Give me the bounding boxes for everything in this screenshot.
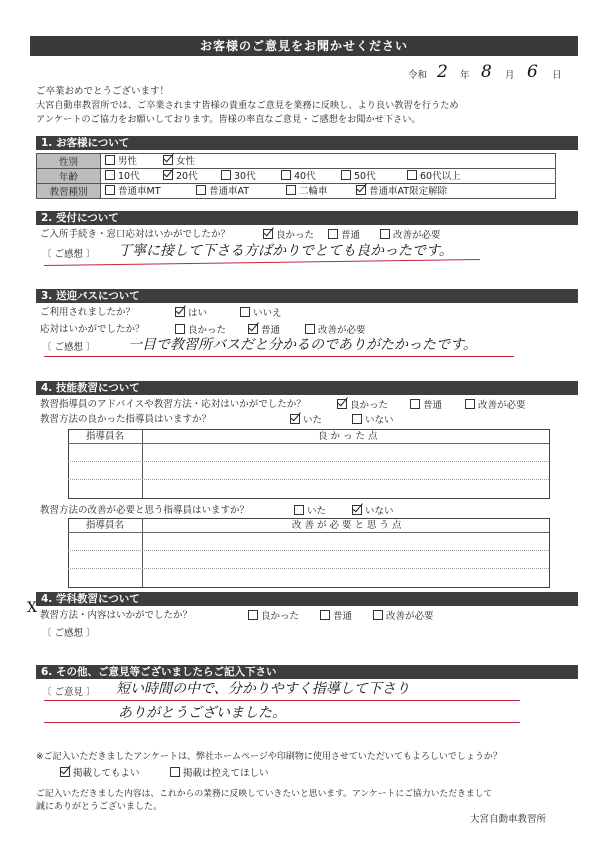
date-year: 2 — [437, 62, 448, 82]
shuttle-use-yes-option[interactable]: はい — [175, 307, 207, 319]
reception-comment-label: 〔 ご感想 〕 — [42, 249, 96, 260]
section-other-header: 6. その他、ご意見等ございましたらご記入下さい — [36, 665, 578, 679]
course-type-label: 教習種別 — [37, 184, 101, 199]
good-table-row-line — [68, 443, 549, 444]
reception-comment-underline — [44, 259, 480, 266]
type-mt-option[interactable]: 普通車MT — [105, 185, 161, 197]
reception-question: ご入所手続き・窓口応対はいかがでしたか？ — [40, 229, 231, 240]
reception-comment-text[interactable]: 丁寧に接して下さる方ばかりでとても良かったです。 — [118, 243, 453, 259]
shuttle-use-no-checkbox[interactable] — [240, 307, 250, 317]
shuttle-comment-text[interactable]: 一目で教習所バスだと分かるのでありがたかったです。 — [128, 337, 477, 353]
consent-deny-checkbox[interactable] — [170, 767, 180, 777]
age-60plus-option[interactable]: 60代以上 — [407, 170, 461, 182]
consent-allow-checkbox[interactable] — [60, 767, 70, 777]
age-label: 年齢 — [37, 169, 101, 184]
improve-table-row-line — [68, 532, 549, 533]
reception-improve-option[interactable]: 改善が必要 — [380, 229, 441, 241]
academic-crossed-mark: X — [27, 600, 37, 616]
age-30s-option[interactable]: 30代 — [221, 170, 256, 182]
reception-good-option[interactable]: 良かった — [263, 229, 314, 241]
skills-good-checkbox[interactable] — [337, 399, 347, 409]
date-day-unit: 日 — [552, 70, 562, 81]
shuttle-improve-option[interactable]: 改善が必要 — [305, 324, 366, 336]
type-motorcycle-option[interactable]: 二輪車 — [286, 185, 328, 197]
shuttle-comment-underline — [44, 356, 514, 357]
date-era: 令和 — [408, 70, 428, 81]
intro-line3: アンケートのご協力をお願いしております。皆様の率直なご意見・ご感想をお聞かせ下さい。 — [36, 114, 421, 125]
reception-normal-option[interactable]: 普通 — [328, 229, 360, 241]
good-instructor-question: 教習方法の良かった指導員はいますか？ — [40, 414, 212, 425]
organization-name: 大宮自動車教習所 — [470, 814, 547, 825]
skills-instructor-question: 教習指導員のアドバイスや教習方法・応対はいかがでしたか？ — [40, 399, 306, 410]
closing-line2: 誠にありがとうございました。 — [36, 802, 163, 812]
shuttle-use-yes-checkbox[interactable] — [175, 307, 185, 317]
age-60plus-checkbox[interactable] — [407, 170, 417, 180]
section-skills-header: 4. 技能教習について — [36, 381, 578, 395]
age-options — [101, 169, 556, 184]
consent-deny-option[interactable]: 掲載は控えてほしい — [170, 767, 269, 779]
other-comment-underline-2 — [44, 722, 520, 723]
other-comment-underline-1 — [44, 700, 520, 701]
age-10s-option[interactable]: 10代 — [105, 170, 140, 182]
improve-instructor-question: 教習方法の改善が必要と思う指導員はいますか？ — [40, 505, 250, 516]
good-table-row-line — [68, 461, 549, 462]
good-instructor-no-option[interactable]: いない — [352, 414, 394, 426]
other-comment-label: 〔 ご意見 〕 — [42, 687, 96, 698]
reception-normal-checkbox[interactable] — [328, 229, 338, 239]
type-at-checkbox[interactable] — [196, 185, 206, 195]
gender-male-checkbox[interactable] — [105, 155, 115, 165]
academic-normal-option[interactable]: 普通 — [320, 610, 352, 622]
closing-line1: ご記入いただきました内容は、これからの業務に反映していきたいと思います。アンケートにご協力いただきまして — [36, 789, 493, 799]
academic-normal-checkbox[interactable] — [320, 610, 330, 620]
intro-line1: ご卒業おめでとうございます！ — [36, 86, 170, 97]
shuttle-normal-checkbox[interactable] — [248, 324, 258, 334]
good-instructor-yes-option[interactable]: いた — [290, 414, 322, 426]
shuttle-comment-label: 〔 ご感想 〕 — [42, 342, 96, 353]
gender-male-option[interactable]: 男性 — [105, 155, 137, 167]
intro-line2: 大宮自動車教習所では、ご卒業されます皆様の貴重なご意見を業務に反映し、より良い教習を行うため — [36, 100, 459, 111]
other-comment-line2[interactable]: ありがとうございました。 — [118, 705, 286, 721]
gender-female-checkbox[interactable] — [163, 155, 173, 165]
date-day: 6 — [527, 62, 538, 82]
academic-improve-checkbox[interactable] — [373, 610, 383, 620]
shuttle-normal-option[interactable]: 普通 — [248, 324, 280, 336]
age-30s-checkbox[interactable] — [221, 170, 231, 180]
reception-improve-checkbox[interactable] — [380, 229, 390, 239]
type-mt-checkbox[interactable] — [105, 185, 115, 195]
improve-instructor-yes-checkbox[interactable] — [294, 505, 304, 515]
type-at-limit-option[interactable]: 普通車AT限定解除 — [356, 185, 447, 197]
academic-good-option[interactable]: 良かった — [248, 610, 299, 622]
age-50s-option[interactable]: 50代 — [341, 170, 376, 182]
skills-good-option[interactable]: 良かった — [337, 399, 388, 411]
improve-table-row-line — [68, 550, 549, 551]
improve-table-row-line — [68, 568, 549, 569]
skills-normal-option[interactable]: 普通 — [410, 399, 442, 411]
section-reception-header: 2. 受付について — [36, 211, 578, 225]
improve-instructor-yes-option[interactable]: いた — [294, 505, 326, 517]
improve-table-point-header: 改善が必要と思う点 — [292, 520, 405, 531]
section-academic-header: 4. 学科教習について — [36, 592, 578, 606]
type-motorcycle-checkbox[interactable] — [286, 185, 296, 195]
improve-table-name-header: 指導員名 — [86, 520, 125, 531]
date-month-unit: 月 — [505, 70, 515, 81]
consent-allow-option[interactable]: 掲載してもよい — [60, 767, 140, 779]
skills-improve-checkbox[interactable] — [465, 399, 475, 409]
section-customer-header: 1. お客様について — [36, 136, 578, 150]
academic-improve-option[interactable]: 改善が必要 — [373, 610, 434, 622]
date-month: 8 — [481, 62, 492, 82]
good-instructor-divider — [142, 429, 143, 498]
skills-improve-option[interactable]: 改善が必要 — [465, 399, 526, 411]
shuttle-good-checkbox[interactable] — [175, 324, 185, 334]
academic-good-checkbox[interactable] — [248, 610, 258, 620]
shuttle-use-question: ご利用されましたか？ — [40, 307, 136, 318]
shuttle-use-no-option[interactable]: いいえ — [240, 307, 282, 319]
shuttle-improve-checkbox[interactable] — [305, 324, 315, 334]
skills-normal-checkbox[interactable] — [410, 399, 420, 409]
date-year-unit: 年 — [460, 70, 470, 81]
good-table-name-header: 指導員名 — [86, 431, 125, 442]
gender-label: 性別 — [37, 154, 101, 169]
shuttle-good-option[interactable]: 良かった — [175, 324, 226, 336]
gender-female-option[interactable]: 女性 — [163, 155, 195, 167]
age-40s-checkbox[interactable] — [281, 170, 291, 180]
customer-info-table — [36, 153, 556, 199]
age-40s-option[interactable]: 40代 — [281, 170, 316, 182]
other-comment-line1[interactable]: 短い時間の中で、分かりやすく指導して下さり — [116, 681, 410, 697]
academic-comment-label: 〔 ご感想 〕 — [42, 628, 96, 639]
reception-good-checkbox[interactable] — [263, 229, 273, 239]
section-shuttle-header: 3. 送迎バスについて — [36, 289, 578, 303]
academic-question: 教習方法・内容はいかがでしたか？ — [40, 610, 193, 621]
age-20s-option[interactable]: 20代 — [163, 170, 198, 182]
good-instructor-no-checkbox[interactable] — [352, 414, 362, 424]
good-table-row-line — [68, 479, 549, 480]
type-at-limit-checkbox[interactable] — [356, 185, 366, 195]
survey-title: お客様のご意見をお聞かせください — [30, 36, 578, 56]
type-at-option[interactable]: 普通車AT — [196, 185, 249, 197]
age-10s-checkbox[interactable] — [105, 170, 115, 180]
age-20s-checkbox[interactable] — [163, 170, 173, 180]
improve-instructor-no-checkbox[interactable] — [352, 505, 362, 515]
good-instructor-yes-checkbox[interactable] — [290, 414, 300, 424]
age-50s-checkbox[interactable] — [341, 170, 351, 180]
shuttle-service-question: 応対はいかがでしたか？ — [40, 324, 145, 335]
good-table-point-header: 良かった点 — [318, 431, 381, 442]
improve-instructor-no-option[interactable]: いない — [352, 505, 394, 517]
good-instructor-table — [68, 429, 550, 499]
improve-instructor-divider — [142, 518, 143, 587]
publication-consent-note: ※ご記入いただきましたアンケートは、弊社ホームページや印刷物に使用させていただいてもよろしいでしょうか？ — [36, 752, 502, 762]
course-type-options — [101, 184, 556, 199]
